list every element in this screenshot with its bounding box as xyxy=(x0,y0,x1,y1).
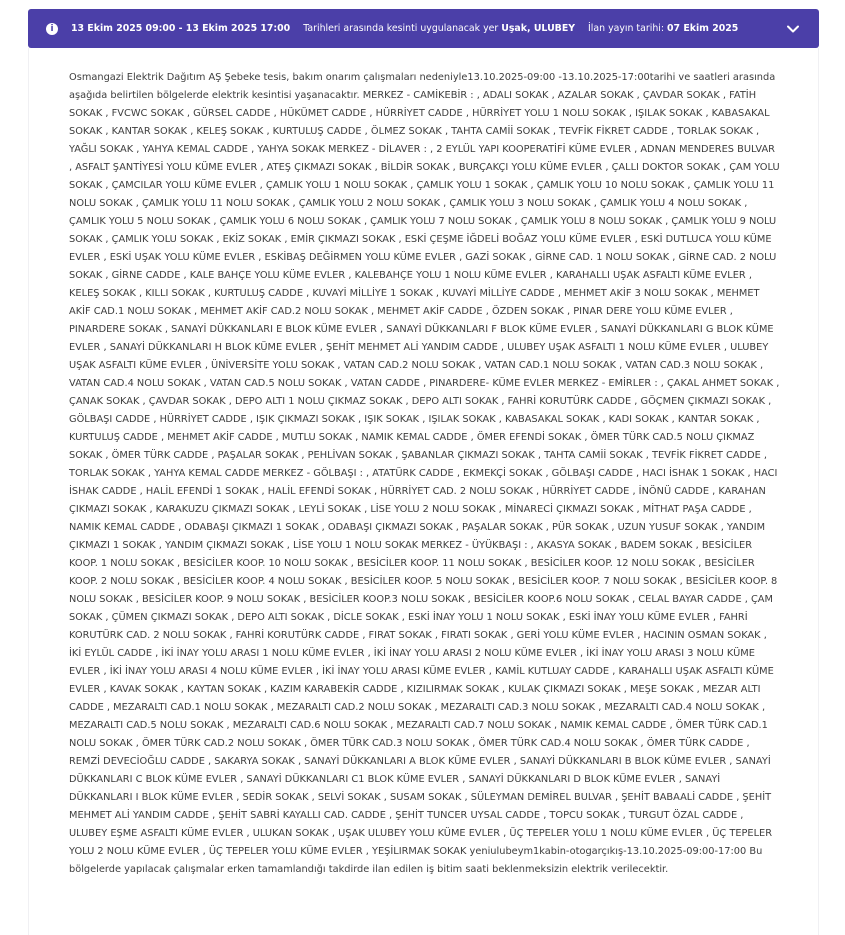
outage-location-name: Uşak, ULUBEY xyxy=(501,23,576,34)
info-icon: i xyxy=(46,23,58,35)
outage-notice-text: Osmangazi Elektrik Dağıtım AŞ Şebeke tesis, bakım onarım çalışmaları nedeniyle13.10.2025-09:00 -13.10.2025-17:00tarihi ve saatleri arasında aşağıda belirtilen bölgelerde elektrik kesintisi yaşanacaktır. MERKEZ - CAMİKEBİR : , ADALI SOKAK , AZALAR SOKAK , ÇAVDAR SOKAK , FATİH SOKAK , FVCWC SOKAK , GÜRSEL CADDE , HÜKÜMET CADDE , HÜRRİYET CADDE , HÜRRİYET YOLU 1 NOLU SOKAK , IŞILAK SOKAK , KABASAKAL SOKAK , KANTAR SOKAK , KELEŞ SOKAK , KURTULUŞ CADDE , ÖLMEZ SOKAK , TAHTA CAMİİ SOKAK , TEVFİK FİKRET CADDE , TORLAK SOKAK , YAĞLI SOKAK , YAHYA KEMAL CADDE , YAHYA SOKAK MERKEZ - DİLAVER : , 2 EYLÜL YAPI KOOPERATİFİ KÜME EVLER , ADNAN MENDERES BULVAR , ASFALT ŞANTİYESİ YOLU KÜME EVLER , ATEŞ ÇIKMAZI SOKAK , BİLDİR SOKAK , BURÇAKÇI YOLU KÜME EVLER , ÇALLI DOKTOR SOKAK , ÇAM YOLU SOKAK , ÇAMCILAR YOLU KÜME EVLER , ÇAMLIK YOLU 1 NOLU SOKAK , ÇAMLIK YOLU 1 SOKAK , ÇAMLIK YOLU 10 NOLU SOKAK , ÇAMLIK YOLU 11 NOLU SOKAK , ÇAMLIK YOLU 11 NOLU SOKAK , ÇAMLIK YOLU 2 NOLU SOKAK , ÇAMLIK YOLU 3 NOLU SOKAK , ÇAMLIK YOLU 4 NOLU SOKAK , ÇAMLIK YOLU 5 NOLU SOKAK , ÇAMLIK YOLU 6 NOLU SOKAK , ÇAMLIK YOLU 7 NOLU SOKAK , ÇAMLIK YOLU 8 NOLU SOKAK , ÇAMLIK YOLU 9 NOLU SOKAK , ÇAMLIK YOLU SOKAK , EKİZ SOKAK , EMİR ÇIKMAZI SOKAK , ESKİ ÇEŞME İĞDELİ BOĞAZ YOLU KÜME EVLER , ESKİ DUTLUCA YOLU KÜME EVLER , ESKİ UŞAK YOLU KÜME EVLER , ESKİBAŞ DEĞİRMEN YOLU KÜME EVLER , GAZİ SOKAK , GİRNE CAD. 1 NOLU SOKAK , GİRNE CAD. 2 NOLU SOKAK , GİRNE CADDE , KALE BAHÇE YOLU KÜME EVLER , KALEBAHÇE YOLU 1 NOLU KÜME EVLER , KARAHALLI UŞAK ASFALTI KÜME EVLER , KELEŞ SOKAK , KILLI SOKAK , KURTULUŞ CADDE , KUVAYİ MİLLİYE 1 SOKAK , KUVAYİ MİLLİYE CADDE , MEHMET AKİF 3 NOLU SOKAK , MEHMET AKİF CAD.1 NOLU SOKAK , MEHMET AKİF CAD.2 NOLU SOKAK , MEHMET AKİF CADDE , ÖZDEN SOKAK , PINAR DERE YOLU KÜME EVLER , PINARDERE SOKAK , SANAYİ DÜKKANLARI E BLOK KÜME EVLER , SANAYİ DÜKKANLARI F BLOK KÜME EVLER , SANAYİ DÜKKANLARI G BLOK KÜME EVLER , SANAYİ DÜKKANLARI H BLOK KÜME EVLER , ŞEHİT MEHMET ALİ YANDIM CADDE , ULUBEY UŞAK ASFALTI 1 NOLU KÜME EVLER , ULUBEY UŞAK ASFALTI KÜME EVLER , ÜNİVERSİTE YOLU SOKAK , VATAN CAD.2 NOLU SOKAK , VATAN CAD.1 NOLU SOKAK , VATAN CAD.3 NOLU SOKAK , VATAN CAD.4 NOLU SOKAK , VATAN CAD.5 NOLU SOKAK , VATAN CADDE , PINARDERE- KÜME EVLER MERKEZ - EMİRLER : , ÇAKAL AHMET SOKAK , ÇANAK SOKAK , ÇAVDAR SOKAK , DEPO ALTI 1 NOLU ÇIKMAZ SOKAK , DEPO ALTI SOKAK , FAHRİ KORUTÜRK CADDE , GÖÇMEN ÇIKMAZI SOKAK , GÖLBAŞI CADDE , HÜRRİYET CADDE , IŞIK ÇIKMAZI SOKAK , IŞIK SOKAK , IŞILAK SOKAK , KABASAKAL SOKAK , KADI SOKAK , KANTAR SOKAK , KURTULUŞ CADDE , MEHMET AKİF CADDE , MUTLU SOKAK , NAMIK KEMAL CADDE , ÖMER EFENDİ SOKAK , ÖMER TÜRK CAD.5 NOLU ÇIKMAZ SOKAK , ÖMER TÜRK CADDE , PAŞALAR SOKAK , PEHLİVAN SOKAK , ŞABANLAR ÇIKMAZI SOKAK , TAHTA CAMİİ SOKAK , TEVFİK FİKRET CADDE , TORLAK SOKAK , YAHYA KEMAL CADDE MERKEZ - GÖLBAŞI : , ATATÜRK CADDE , EKMEKÇİ SOKAK , GÖLBAŞI CADDE , HACI İSHAK 1 SOKAK , HACI İSHAK CADDE , HALİL EFENDİ 1 SOKAK , HALİL EFENDİ SOKAK , HÜRRİYET CAD. 2 NOLU SOKAK , HÜRRİYET CADDE , İNÖNÜ CADDE , KARAHAN ÇIKMAZI SOKAK , KARAKUZU ÇIKMAZI SOKAK , LEYLİ SOKAK , LİSE YOLU 2 NOLU SOKAK , MİNARECİ ÇIKMAZI SOKAK , MİTHAT PAŞA CADDE , NAMIK KEMAL CADDE , ODABAŞI ÇIKMAZI 1 SOKAK , ODABAŞI ÇIKMAZI SOKAK , PAŞALAR SOKAK , PÜR SOKAK , UZUN YUSUF SOKAK , YANDIM ÇIKMAZI 1 SOKAK , YANDIM ÇIKMAZI SOKAK , LİSE YOLU 1 NOLU SOKAK MERKEZ - ÜYÜKBAŞI : , AKASYA SOKAK , BADEM SOKAK , BESİCİLER KOOP. 1 NOLU SOKAK , BESİCİLER KOOP. 10 NOLU SOKAK , BESİCİLER KOOP. 11 NOLU SOKAK , BESİCİLER KOOP. 12 NOLU SOKAK , BESİCİLER KOOP. 2 NOLU SOKAK , BESİCİLER KOOP. 4 NOLU SOKAK , BESİCİLER KOOP. 5 NOLU SOKAK , BESİCİLER KOOP. 7 NOLU SOKAK , BESİCİLER KOOP. 8 NOLU SOKAK , BESİCİLER KOOP. 9 NOLU SOKAK , BESİCİLER KOOP.3 NOLU SOKAK , BESİCİLER KOOP.6 NOLU SOKAK , CELAL BAYAR CADDE , ÇAM SOKAK , ÇÜMEN ÇIKMAZI SOKAK , DEPO ALTI SOKAK , DİCLE SOKAK , ESKİ İNAY YOLU 1 NOLU SOKAK , ESKİ İNAY YOLU KÜME EVLER , FAHRİ KORUTÜRK CAD. 2 NOLU SOKAK , FAHRİ KORUTÜRK CADDE , FIRAT SOKAK , FIRATI SOKAK , GERİ YOLU KÜME EVLER , HACININ OSMAN SOKAK , İKİ EYLÜL CADDE , İKİ İNAY YOLU ARASI 1 NOLU KÜME EVLER , İKİ İNAY YOLU ARASI 2 NOLU KÜME EVLER , İKİ İNAY YOLU ARASI 3 NOLU KÜME EVLER , İKİ İNAY YOLU ARASI 4 NOLU KÜME EVLER , İKİ İNAY YOLU ARASI KÜME EVLER , KAMİL KUTLUAY CADDE , KARAHALLI UŞAK ASFALTI KÜME EVLER , KAVAK SOKAK , KAYTAN SOKAK , KAZIM KARABEKİR CADDE , KIZILIRMAK SOKAK , KULAK ÇIKMAZI SOKAK , MEŞE SOKAK , MEZAR ALTI CADDE , MEZARALTI CAD.1 NOLU SOKAK , MEZARALTI CAD.2 NOLU SOKAK , MEZARALTI CAD.3 NOLU SOKAK , MEZARALTI CAD.4 NOLU SOKAK , MEZARALTI CAD.5 NOLU SOKAK , MEZARALTI CAD.6 NOLU SOKAK , MEZARALTI CAD.7 NOLU SOKAK , NAMIK KEMAL CADDE , ÖMER TÜRK CAD.1 NOLU SOKAK , ÖMER TÜRK CAD.2 NOLU SOKAK , ÖMER TÜRK CAD.3 NOLU SOKAK , ÖMER TÜRK CAD.4 NOLU SOKAK , ÖMER TÜRK CADDE , REMZİ DEVECİOĞLU CADDE , SAKARYA SOKAK , SANAYİ DÜKKANLARI A BLOK KÜME EVLER , SANAYİ DÜKKANLARI B BLOK KÜME EVLER , SANAYİ DÜKKANLARI C BLOK KÜME EVLER , SANAYİ DÜKKANLARI C1 BLOK KÜME EVLER , SANAYİ DÜKKANLARI D BLOK KÜME EVLER , SANAYİ DÜKKANLARI I BLOK KÜME EVLER , SEDİR SOKAK , SELVİ SOKAK , SUSAM SOKAK , SÜLEYMAN DEMİREL BULVAR , ŞEHİT BABAALİ CADDE , ŞEHİT MEHMET ALİ YANDIM CADDE , ŞEHİT SABRİ KAYALLI CAD. CADDE , ŞEHİT TUNCER UYSAL CADDE , TOPCU SOKAK , TURGUT ÖZAL CADDE , ULUBEY EŞME ASFALTI KÜME EVLER , ULUKAN SOKAK , UŞAK ULUBEY YOLU KÜME EVLER , ÜÇ TEPELER YOLU 1 NOLU KÜME EVLER , ÜÇ TEPELER YOLU 2 NOLU KÜME EVLER , ÜÇ TEPELER YOLU KÜME EVLER , YEŞİLIRMAK SOKAK yeniulubeym1kabin-otogarçıkış-13.10.2025-09:00-17:00 Bu bölgelerde yapılacak çalışmalar erken tamamlandığı takdirde ilan edilen iş bitim saati beklenmeksizin elektrik verilecektir. xyxy=(69,72,780,875)
published-date-prefix: İlan yayın tarihi: xyxy=(588,23,668,34)
outage-header-bar[interactable] xyxy=(28,9,819,48)
outage-location-prefix: Tarihleri arasında kesinti uygulanacak yer xyxy=(303,23,502,34)
outage-date-range: 13 Ekim 2025 09:00 - 13 Ekim 2025 17:00 xyxy=(71,23,291,34)
published-date-value: 07 Ekim 2025 xyxy=(667,23,739,34)
published-date xyxy=(588,23,738,34)
chevron-down-glyph xyxy=(787,25,799,33)
outage-location xyxy=(303,23,575,34)
outage-detail-panel xyxy=(28,48,819,935)
chevron-down-icon[interactable] xyxy=(785,21,801,37)
